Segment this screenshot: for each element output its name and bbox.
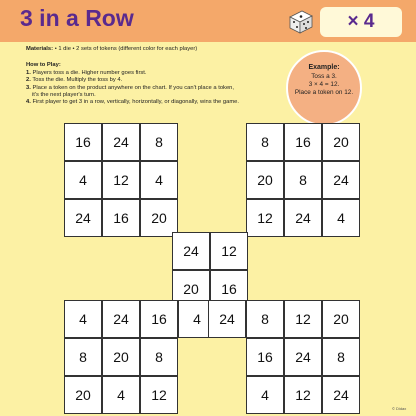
materials-items: • 1 die • 2 sets of tokens (different color for each player) [54, 46, 198, 52]
grid-cell[interactable]: 24 [322, 376, 360, 414]
grid-cell[interactable]: 24 [284, 199, 322, 237]
grid-cell[interactable]: 16 [210, 270, 248, 308]
grid-cell[interactable]: 8 [322, 338, 360, 376]
grid-cell[interactable]: 4 [322, 199, 360, 237]
example-line: Toss a 3. [311, 73, 337, 80]
grid-cell[interactable]: 20 [140, 199, 178, 237]
grid-cell[interactable]: 4 [140, 161, 178, 199]
grid-cell[interactable]: 8 [246, 300, 284, 338]
grid-cell[interactable]: 4 [178, 300, 216, 338]
multiplier-badge: × 4 [320, 7, 402, 37]
materials-line [26, 46, 296, 53]
page-title: 3 in a Row [20, 5, 134, 31]
rule-step: 4. First player to get 3 in a row, vertically, horizontally, or diagonally, wins the game. [26, 99, 239, 106]
grid-cell[interactable]: 24 [172, 232, 210, 270]
grid-cell[interactable]: 12 [102, 161, 140, 199]
grid-cell[interactable]: 16 [246, 338, 284, 376]
grid-cell[interactable]: 24 [64, 199, 102, 237]
grid-cell[interactable]: 4 [102, 376, 140, 414]
rule-step: 1. Players toss a die. Higher number goes first. [26, 69, 147, 76]
grid-cell[interactable]: 4 [64, 161, 102, 199]
materials-label: Materials: [26, 46, 54, 52]
grid-cell[interactable]: 16 [140, 300, 178, 338]
grid-cell[interactable]: 12 [284, 376, 322, 414]
grid-cell[interactable]: 8 [64, 338, 102, 376]
grid-cell[interactable]: 8 [246, 123, 284, 161]
grid-cell[interactable]: 8 [140, 123, 178, 161]
grid-cell[interactable]: 8 [284, 161, 322, 199]
example-line: Place a token on 12. [294, 89, 354, 96]
grid-cell[interactable]: 12 [210, 232, 248, 270]
rules-section [26, 46, 296, 107]
grid-cell[interactable]: 16 [102, 199, 140, 237]
rule-step-continued: it's the next player's turn. [32, 92, 96, 99]
publisher-credit: © Didax [392, 406, 407, 411]
example-circle [286, 50, 362, 126]
grid-cell[interactable]: 24 [102, 123, 140, 161]
grid-cell[interactable]: 24 [322, 161, 360, 199]
grid-cell[interactable]: 20 [246, 161, 284, 199]
example-line: 3 × 4 = 12. [308, 81, 340, 88]
grid-cell[interactable]: 12 [284, 300, 322, 338]
grid-cell[interactable]: 20 [64, 376, 102, 414]
grid-cell[interactable]: 16 [284, 123, 322, 161]
grid-cell[interactable]: 20 [102, 338, 140, 376]
grid-cell[interactable]: 24 [284, 338, 322, 376]
grid-cell[interactable]: 12 [140, 376, 178, 414]
grid-cell[interactable]: 24 [208, 300, 246, 338]
rule-step: 2. Toss the die. Multiply the toss by 4. [26, 77, 123, 84]
die-icon [286, 7, 314, 35]
example-title: Example: [308, 64, 340, 71]
grid-cell[interactable]: 20 [322, 300, 360, 338]
grid-cell[interactable]: 24 [102, 300, 140, 338]
how-to-play-label: How to Play: [26, 62, 61, 69]
grid-cell[interactable]: 4 [246, 376, 284, 414]
grid-cell[interactable]: 20 [322, 123, 360, 161]
grid-cell[interactable]: 16 [64, 123, 102, 161]
rule-step: 3. Place a token on the product anywhere on the chart. If you can't place a token, [26, 84, 235, 91]
grid-cell[interactable]: 8 [140, 338, 178, 376]
grid-cell[interactable]: 20 [172, 270, 210, 308]
grid-cell[interactable]: 12 [246, 199, 284, 237]
grid-cell[interactable]: 4 [64, 300, 102, 338]
